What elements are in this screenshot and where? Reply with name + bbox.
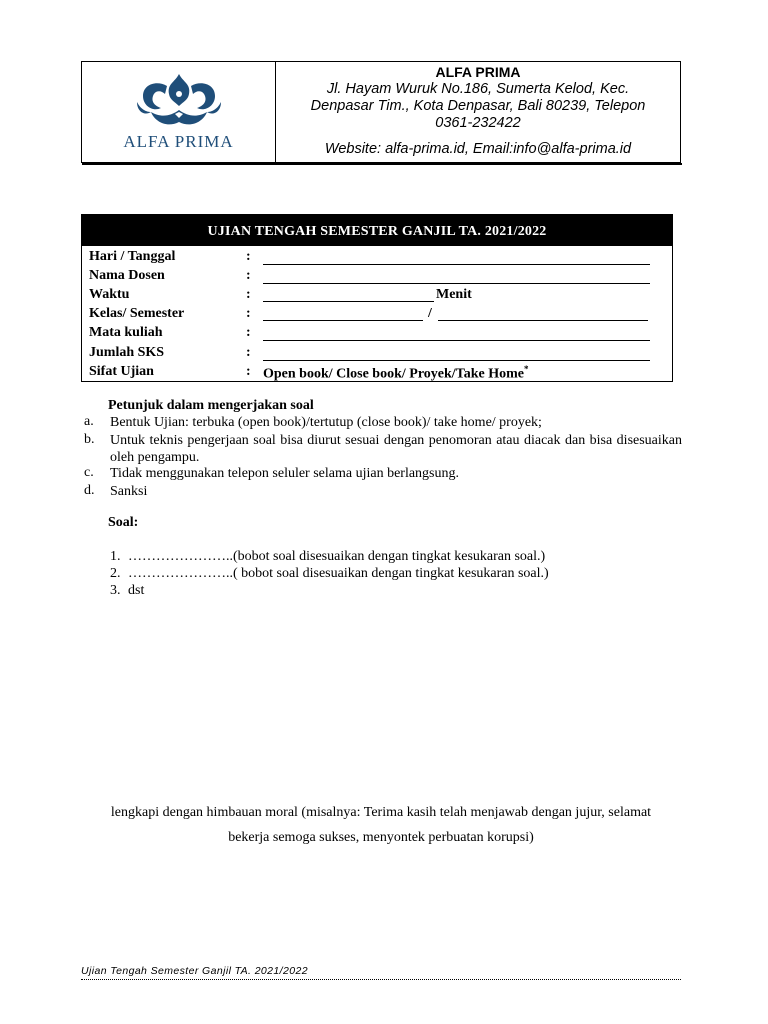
field-label: Hari / Tanggal xyxy=(89,249,176,264)
field-label: Sifat Ujian xyxy=(89,364,154,379)
fill-line-jumlah-sks[interactable] xyxy=(263,360,650,361)
address-line-3: 0361-232422 xyxy=(435,115,521,131)
letterhead xyxy=(81,61,681,163)
fill-line-nama-dosen[interactable] xyxy=(263,283,650,284)
alfa-prima-logo-icon xyxy=(131,72,227,130)
closing-message xyxy=(81,800,681,850)
field-label: Mata kuliah xyxy=(89,325,163,340)
closing-line-2: bekerja semoga sukses, menyontek perbuatan korupsi) xyxy=(228,830,534,845)
org-name: ALFA PRIMA xyxy=(435,64,521,80)
page-footer: Ujian Tengah Semester Ganjil TA. 2021/2022 xyxy=(81,965,308,977)
waktu-unit: Menit xyxy=(436,287,472,302)
fill-line-hari-tanggal[interactable] xyxy=(263,264,650,265)
fill-line-semester[interactable] xyxy=(438,320,648,321)
institution-info xyxy=(276,62,680,162)
soal-heading: Soal: xyxy=(108,515,139,530)
fill-line-mata-kuliah[interactable] xyxy=(263,340,650,341)
website-email: Website: alfa-prima.id, Email:info@alfa-prima.id xyxy=(324,141,632,157)
address-line-2: Denpasar Tim., Kota Denpasar, Bali 80239, Telepon xyxy=(310,98,646,114)
instructions-heading: Petunjuk dalam mengerjakan soal xyxy=(108,398,314,413)
logo-text: ALFA PRIMA xyxy=(123,132,234,151)
kelas-separator: / xyxy=(428,306,432,321)
logo-cell xyxy=(82,62,276,162)
closing-line-1: lengkapi dengan himbauan moral (misalnya: Terima kasih telah menjawab dengan jujur, selamat xyxy=(110,805,652,820)
address-line-1: Jl. Hayam Wuruk No.186, Sumerta Kelod, Kec. xyxy=(326,81,630,97)
footer-divider xyxy=(81,979,681,980)
sifat-ujian-value: Open book/ Close book/ Proyek/Take Home* xyxy=(263,364,529,382)
header-underline xyxy=(82,163,682,165)
field-label: Waktu xyxy=(89,287,130,302)
exam-info-box: UJIAN TENGAH SEMESTER GANJIL TA. 2021/2022 Hari / Tanggal : Nama Dosen : Waktu : Menit Kelas/ Semester : / Mata kuliah : Jumlah SKS : Sifat Ujian : Open book/ Close book/ Proyek/Take Home* xyxy=(81,214,673,382)
field-label: Kelas/ Semester xyxy=(89,306,185,321)
field-label: Jumlah SKS xyxy=(89,345,165,360)
fill-line-waktu[interactable] xyxy=(263,301,434,302)
exam-title: UJIAN TENGAH SEMESTER GANJIL TA. 2021/2022 xyxy=(82,215,672,246)
field-label: Nama Dosen xyxy=(89,268,165,283)
fill-line-kelas[interactable] xyxy=(263,320,423,321)
